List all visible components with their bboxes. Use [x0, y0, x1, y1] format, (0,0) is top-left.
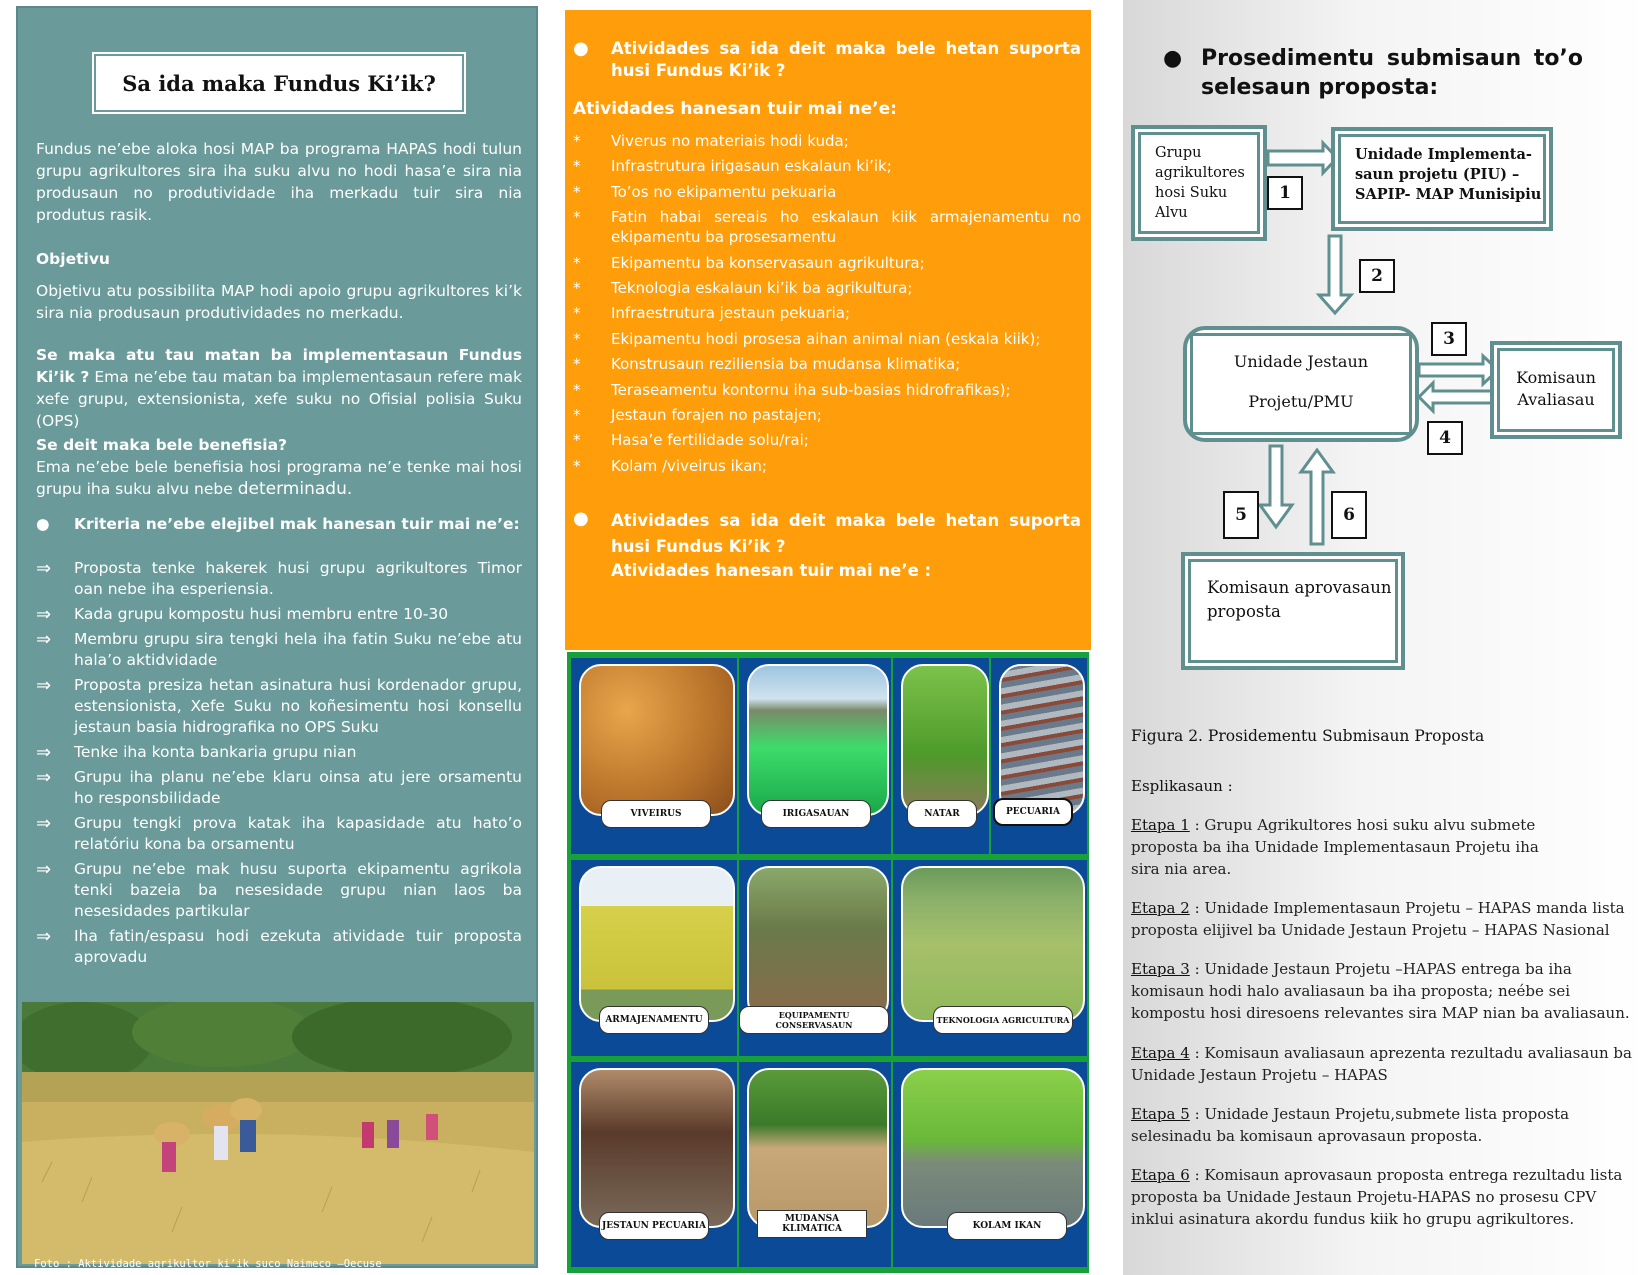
photo-cell-mudansa	[739, 1062, 891, 1267]
list-item	[573, 329, 1081, 349]
photo-cell-natar	[893, 658, 989, 854]
activity-text: Teknologia eskalaun ki’ik ba agrikultura;	[611, 278, 913, 297]
asterisk-icon: *	[573, 380, 581, 399]
step-number-4: 4	[1427, 421, 1463, 455]
benefisia-paragraph	[36, 456, 522, 500]
subheading-1-text: Atividades hanesan tuir mai ne’e:	[573, 99, 897, 119]
activity-text: Ekipamentu ba konservasaun agrikultura;	[611, 253, 925, 272]
activity-text: Infraestrutura jestaun pekuaria;	[611, 304, 851, 323]
asterisk-icon: *	[573, 405, 581, 424]
activity-text: Jestaun forajen no pastajen;	[611, 405, 822, 424]
box-grupu-text: Grupu agrikultores hosi Suku Alvu	[1155, 145, 1245, 221]
etapa-3	[1131, 958, 1636, 1024]
etapa-1	[1131, 814, 1551, 880]
photo-label: TEKNOLOGIA AGRICULTURA	[933, 1006, 1073, 1034]
arrow-2	[1319, 236, 1351, 313]
box-komisaun-aprovasaun	[1181, 552, 1405, 670]
list-item	[573, 354, 1081, 374]
etapa-text: : Grupu Agrikultores hosi suku alvu submete proposta ba iha Unidade Implementasaun Projetu iha sira nia area.	[1131, 816, 1539, 878]
climate-photo	[747, 1068, 889, 1228]
kriteria-text: Kada grupu kompostu husi membru entre 10-30	[74, 605, 449, 623]
photo-cell-irigasaun	[739, 658, 891, 854]
box-pmu-line1: Unidade Jestaun	[1233, 352, 1369, 371]
photo-cell-kolam	[893, 1062, 1087, 1267]
etapa-text: : Komisaun avaliasaun aprezenta rezultadu avaliasaun ba Unidade Jestaun Projetu – HAPAS	[1131, 1044, 1632, 1084]
asterisk-icon: *	[573, 157, 581, 176]
asterisk-icon: *	[573, 132, 581, 150]
kriteria-heading-text: Kriteria ne’ebe elejibel mak hanesan tuir mai ne’e:	[74, 515, 520, 533]
etapa-label: Etapa 2	[1131, 899, 1190, 917]
arrow-icon: ⇒	[36, 675, 52, 696]
objetivu-text: Objetivu atu possibilita MAP hodi apoio grupu agrikultores ki’k sira nia produsaun produtividades no merkadu.	[36, 282, 522, 322]
photo-cell-jestaun	[571, 1062, 737, 1267]
activity-text: Ekipamentu hodi prosesa aihan animal nian (eskala kiik);	[611, 329, 1041, 348]
farmers-photo	[22, 1002, 534, 1264]
activity-text: Hasa’e fertilidade solu/rai;	[611, 431, 809, 450]
etapa-2	[1131, 897, 1636, 941]
photo-label: MUDANSA KLIMATICA	[757, 1210, 867, 1238]
asterisk-icon: *	[573, 208, 581, 227]
irrigation-photo	[747, 664, 889, 816]
list-item	[36, 604, 522, 625]
kriteria-text: Grupu ne’ebe mak husu suporta ekipamentu agrikola tenki bazeia ba nesesidade grupu nian laos ba nesesidades partikular	[74, 860, 522, 920]
se-tau-text: Ema ne’ebe tau matan ba implementasaun refere mak xefe grupu, extensionista, xefe suku no Ofisial polisia Suku (OPS)	[36, 368, 522, 430]
step-number-6: 6	[1331, 491, 1367, 539]
etapa-4	[1131, 1042, 1636, 1086]
etapa-6	[1131, 1164, 1636, 1230]
subheading-2-text: Atividades hanesan tuir mai ne’e :	[611, 561, 932, 580]
etapa-label: Etapa 1	[1131, 816, 1190, 834]
kriteria-text: Tenke iha konta bankaria grupu nian	[74, 743, 357, 761]
arrow-icon: ⇒	[36, 604, 52, 625]
etapa-label: Etapa 3	[1131, 960, 1190, 978]
list-item	[36, 629, 522, 671]
arrow-icon: ⇒	[36, 767, 52, 788]
photo-label: NATAR	[907, 800, 977, 828]
photo-caption: Foto : Aktividade agrikultor ki’ik suco Naimeco –Oecuse	[34, 1258, 382, 1270]
storage-photo	[579, 866, 735, 1022]
asterisk-icon: *	[573, 456, 581, 475]
question-2	[573, 508, 1081, 560]
list-item	[36, 558, 522, 600]
benefisia-heading: Se deit maka bele benefisia?	[36, 436, 288, 454]
list-item	[36, 813, 522, 855]
photo-label: PECUARIA	[993, 798, 1073, 826]
kriteria-text: Iha fatin/espasu hodi ezekuta atividade tuir proposta aprovadu	[74, 927, 522, 966]
etapa-label: Etapa 5	[1131, 1105, 1190, 1123]
list-item	[573, 156, 1081, 176]
benefisia-text: Ema ne’ebe bele benefisia hosi programa ne’e tenke mai hosi grupu iha suku alvu nebe	[36, 458, 522, 498]
kriteria-text: Grupu iha planu ne’ebe klaru oinsa atu jere orsamentu ho responsbilidade	[74, 768, 522, 807]
step-number-5: 5	[1223, 491, 1259, 539]
arrow-3	[1419, 356, 1498, 384]
bullet-dot: ●	[573, 38, 589, 59]
list-item	[573, 405, 1081, 425]
activity-photo-grid	[565, 650, 1091, 1275]
question-1	[573, 38, 1081, 82]
farmers-field-illustration	[22, 1002, 534, 1264]
arrow-icon: ⇒	[36, 813, 52, 834]
photo-cell-teknologia	[893, 860, 1087, 1056]
photo-cell-armajenamentu	[571, 860, 737, 1056]
box-pmu	[1183, 326, 1419, 442]
kriteria-text: Membru grupu sira tengki hela iha fatin Suku ne’ebe atu hala’o aktidvidade	[74, 630, 522, 669]
bullet-dot: ●	[1163, 46, 1183, 71]
column-procedure	[1123, 0, 1650, 1275]
objetivu-heading: Objetivu	[36, 250, 110, 268]
asterisk-icon: *	[573, 431, 581, 450]
list-item	[36, 926, 522, 968]
cattle-photo	[579, 1068, 735, 1228]
intro-text: Fundus ne’ebe aloka hosi MAP ba programa HAPAS hodi tulun grupu agrikultores sira iha suku alvu no hodi hasa’e sira nia produsaun no produtividade iha merkadu tuir sira nia produtus rasik.	[36, 140, 522, 224]
activity-text: Kolam /viveirus ikan;	[611, 456, 767, 475]
question-2-text: Atividades sa ida deit maka bele hetan suporta husi Fundus Ki’ik ?	[611, 511, 1081, 556]
page-title: Sa ida maka Fundus Ki’ik?	[122, 70, 436, 96]
box-komisaun-avaliasau	[1490, 341, 1622, 439]
activity-text: Konstrusaun reziliensia ba mudansa klimatika;	[611, 355, 961, 374]
etapa-text: : Unidade Jestaun Projetu,submete lista proposta selesinadu ba komisaun aprovasaun proposta.	[1131, 1105, 1570, 1145]
procedure-heading-text: Prosedimentu submisaun to’o selesaun proposta:	[1201, 46, 1583, 100]
photo-label: KOLAM IKAN	[947, 1212, 1067, 1240]
se-tau-paragraph	[36, 344, 522, 432]
activity-text: Viverus no materiais hodi kuda;	[611, 132, 849, 150]
kriteria-text: Grupu tengki prova katak iha kapasidade atu hato’o relatóriu kona ba orsamentu	[74, 814, 522, 853]
figure-caption: Figura 2. Prosidementu Submisaun Proposta	[1131, 727, 1485, 745]
fish-cage-photo	[901, 866, 1085, 1022]
photo-label: VIVEIRUS	[601, 800, 711, 828]
box-komisaun-aprov-text: Komisaun aprovasaun proposta	[1207, 578, 1392, 621]
column-what-is-fundus	[0, 0, 545, 1275]
photo-label: IRIGASAUAN	[761, 800, 871, 828]
etapa-text: : Komisaun aprovasaun proposta entrega rezultadu lista proposta ba Unidade Jestaun Projetu-HAPAS no prosesu CPV inklui asinatura akordu fundus kiik ho grupu agrikultores.	[1131, 1166, 1623, 1228]
list-item	[36, 859, 522, 922]
photo-cell-equipamentu	[739, 860, 891, 1056]
asterisk-icon: *	[573, 304, 581, 323]
arrow-icon: ⇒	[36, 742, 52, 763]
activity-text: Teraseamentu kontornu iha sub-basias hidrofrafikas);	[611, 380, 1011, 399]
rice-field-photo	[901, 664, 989, 816]
step-number-1: 1	[1267, 176, 1303, 210]
question-1-text: Atividades sa ida deit maka bele hetan suporta husi Fundus Ki’ik ?	[611, 39, 1081, 80]
list-item	[36, 742, 522, 763]
etapa-label: Etapa 6	[1131, 1166, 1190, 1184]
title-box	[94, 54, 464, 112]
list-item	[36, 675, 522, 738]
list-item	[573, 380, 1081, 400]
etapa-5	[1131, 1103, 1636, 1147]
photo-label: JESTAUN PECUARIA	[599, 1212, 709, 1240]
list-item	[573, 131, 1081, 151]
subheading-1	[573, 98, 1081, 120]
kriteria-heading	[36, 513, 522, 535]
tractor-photo	[747, 866, 889, 1022]
etapa-text: : Unidade Implementasaun Projetu – HAPAS manda lista proposta elijivel ba Unidade Jestaun Projetu – HAPAS Nasional	[1131, 899, 1625, 939]
list-item	[573, 207, 1081, 247]
activity-text: Fatin habai sereais ho eskalaun kiik armajenamentu no ekipamentu ba prosesamentu	[611, 208, 1081, 247]
arrow-4	[1419, 383, 1493, 411]
kriteria-list	[36, 558, 522, 972]
subheading-2	[573, 560, 1081, 582]
list-item	[573, 430, 1081, 450]
arrow-icon: ⇒	[36, 926, 52, 947]
box-piu-text: Unidade Implementa-saun projetu (PIU) – SAPIP- MAP Munisipiu	[1355, 146, 1542, 203]
list-item	[573, 182, 1081, 202]
arrow-5	[1260, 446, 1292, 527]
photo-cell-viveirus	[571, 658, 737, 854]
arrow-6	[1301, 450, 1333, 544]
asterisk-icon: *	[573, 278, 581, 297]
bullet-dot: ●	[36, 515, 50, 533]
list-item	[573, 303, 1081, 323]
box-grupu-agrikultores	[1131, 125, 1267, 241]
photo-label: ARMAJENAMENTU	[599, 1006, 709, 1034]
column-activities	[565, 10, 1091, 650]
box-pmu-line2: Projetu/PMU	[1248, 392, 1354, 411]
etapa-label: Etapa 4	[1131, 1044, 1190, 1062]
list-item	[573, 253, 1081, 273]
asterisk-icon: *	[573, 253, 581, 272]
arrow-icon: ⇒	[36, 629, 52, 650]
se-tau-heading: Se maka atu tau matan ba implementasaun Fundus Ki’ik ?	[36, 346, 522, 386]
activities-list	[573, 131, 1081, 481]
list-item	[573, 278, 1081, 298]
arrow-1	[1268, 143, 1337, 173]
esplikasaun-label: Esplikasaun :	[1131, 777, 1233, 795]
activity-text: To’os no ekipamentu pekuaria	[611, 182, 837, 201]
seeds-photo	[579, 664, 735, 816]
photo-label: EQUIPAMENTU CONSERVASAUN	[739, 1006, 889, 1034]
asterisk-icon: *	[573, 329, 581, 348]
box-komisaun-aval-text: Komisaun Avaliasau	[1516, 368, 1596, 409]
teal-panel	[16, 6, 538, 1268]
benefisia-tail: determinadu.	[237, 479, 353, 499]
step-number-2: 2	[1359, 259, 1395, 293]
livestock-photo	[999, 664, 1085, 816]
list-item	[36, 767, 522, 809]
asterisk-icon: *	[573, 182, 581, 201]
fish-pond-photo	[901, 1068, 1085, 1228]
etapa-text: : Unidade Jestaun Projetu –HAPAS entrega ba iha komisaun hodi halo avaliasaun ba iha proposta; neébe sei kompostu hosi diresoens relevantes sira MAP nian ba avaliasaun.	[1131, 960, 1630, 1022]
arrow-icon: ⇒	[36, 859, 52, 880]
activity-text: Infrastrutura irigasaun eskalaun ki’ik;	[611, 157, 892, 176]
bullet-dot: ●	[573, 508, 589, 529]
photo-cell-pecuaria	[991, 658, 1087, 854]
arrow-icon: ⇒	[36, 558, 52, 579]
box-piu	[1331, 127, 1553, 231]
step-number-3: 3	[1431, 322, 1467, 356]
kriteria-text: Proposta tenke hakerek husi grupu agrikultores Timor oan nebe iha esperiensia.	[74, 559, 522, 598]
kriteria-text: Proposta presiza hetan asinatura husi kordenador grupu, estensionista, Xefe Suku no koñesimentu hosi konsellu jestaun basia hidrografika no OPS Suku	[74, 676, 522, 736]
asterisk-icon: *	[573, 355, 581, 374]
list-item	[573, 456, 1081, 476]
